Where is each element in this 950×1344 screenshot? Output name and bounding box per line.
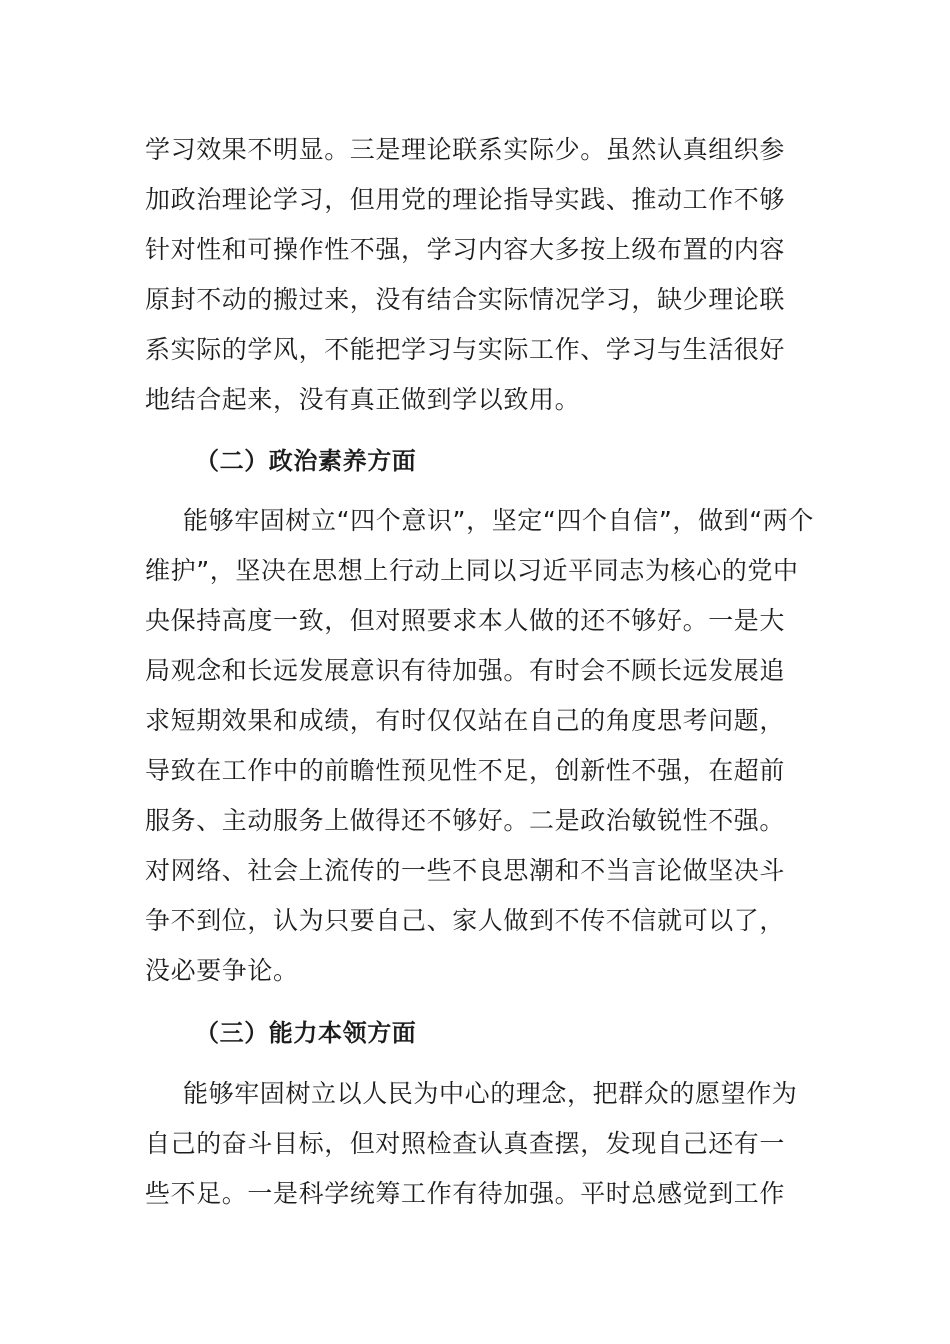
para1-line-1: 学习效果不明显。三是理论联系实际少。虽然认真组织参: [145, 135, 786, 164]
para2-line-1: 能够牢固树立“四个意识”，坚定“四个自信”，做到“两个: [183, 506, 814, 535]
para2-line-2: 维护”，坚决在思想上行动上同以习近平同志为核心的党中: [145, 556, 799, 585]
para3-line-1: 能够牢固树立以人民为中心的理念，把群众的愿望作为: [183, 1079, 798, 1108]
para2-line-8: 对网络、社会上流传的一些不良思潮和不当言论做坚决斗: [145, 856, 786, 885]
para2-line-9: 争不到位，认为只要自己、家人做到不传不信就可以了，: [145, 906, 786, 935]
para2-line-3: 央保持高度一致，但对照要求本人做的还不够好。一是大: [145, 606, 786, 635]
para2-line-10: 没必要争论。: [145, 956, 299, 985]
para1-line-6: 地结合起来，没有真正做到学以致用。: [145, 385, 581, 414]
para2-line-5: 求短期效果和成绩，有时仅仅站在自己的角度思考问题，: [145, 706, 786, 735]
para1-line-2: 加政治理论学习，但用党的理论指导实践、推动工作不够: [145, 185, 786, 214]
para2-line-4: 局观念和长远发展意识有待加强。有时会不顾长远发展追: [145, 656, 786, 685]
section-heading-political: （二）政治素养方面: [195, 447, 417, 475]
para2-line-7: 服务、主动服务上做得还不够好。二是政治敏锐性不强。: [145, 806, 786, 835]
para2-line-6: 导致在工作中的前瞻性预见性不足，创新性不强，在超前: [145, 756, 786, 785]
para1-line-5: 系实际的学风，不能把学习与实际工作、学习与生活很好: [145, 335, 786, 364]
para1-line-4: 原封不动的搬过来，没有结合实际情况学习，缺少理论联: [145, 285, 786, 314]
para3-line-3: 些不足。一是科学统筹工作有待加强。平时总感觉到工作: [145, 1179, 786, 1208]
para3-line-2: 自己的奋斗目标，但对照检查认真查摆，发现自己还有一: [145, 1129, 786, 1158]
section-heading-ability: （三）能力本领方面: [195, 1019, 417, 1047]
para1-line-3: 针对性和可操作性不强，学习内容大多按上级布置的内容: [145, 235, 786, 264]
